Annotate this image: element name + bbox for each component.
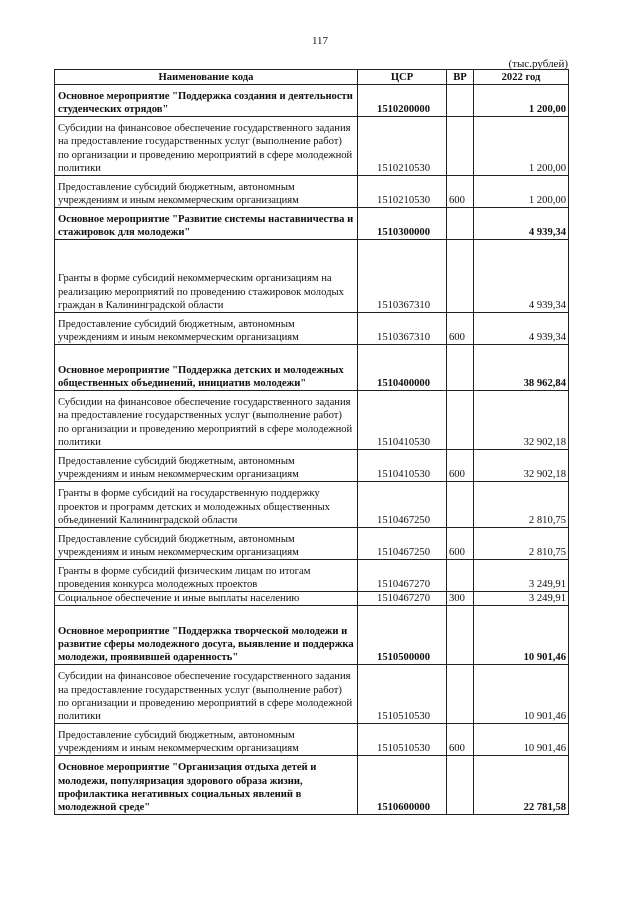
cell-vr: [447, 665, 474, 724]
cell-csr: 1510367310: [358, 313, 447, 345]
cell-csr: 1510300000: [358, 208, 447, 240]
cell-name: Основное мероприятие "Развитие системы наставничества и стажировок для молодежи": [55, 208, 358, 240]
header-name: Наименование кода: [55, 70, 358, 85]
cell-csr: 1510400000: [358, 345, 447, 391]
cell-vr: [447, 606, 474, 665]
cell-vr: 600: [447, 313, 474, 345]
header-csr: ЦСР: [358, 70, 447, 85]
page-number: 117: [311, 35, 329, 47]
cell-csr: 1510210530: [358, 176, 447, 208]
table-row: [55, 208, 569, 240]
cell-amount: 2 810,75: [474, 528, 569, 560]
cell-vr: 600: [447, 528, 474, 560]
table-row: [55, 528, 569, 560]
cell-name: Предоставление субсидий бюджетным, автономным учреждениям и иным некоммерческим организациям: [55, 176, 358, 208]
cell-name: Субсидии на финансовое обеспечение государственного задания на предоставление государственных услуг (выполнение работ) по организации и проведению мероприятий в сфере молодежной политики: [55, 665, 358, 724]
cell-amount: 3 249,91: [474, 560, 569, 592]
cell-vr: 600: [447, 176, 474, 208]
cell-amount: 4 939,34: [474, 313, 569, 345]
cell-csr: 1510510530: [358, 724, 447, 756]
cell-vr: [447, 208, 474, 240]
table-row: [55, 665, 569, 724]
cell-vr: [447, 482, 474, 528]
cell-vr: [447, 756, 474, 815]
cell-amount: 2 810,75: [474, 482, 569, 528]
table-row: [55, 240, 569, 313]
table-row: [55, 724, 569, 756]
header-vr: ВР: [447, 70, 474, 85]
cell-amount: 4 939,34: [474, 240, 569, 313]
cell-amount: 38 962,84: [474, 345, 569, 391]
cell-csr: 1510467250: [358, 482, 447, 528]
cell-name: Предоставление субсидий бюджетным, автономным учреждениям и иным некоммерческим организациям: [55, 450, 358, 482]
cell-name: Гранты в форме субсидий на государственную поддержку проектов и программ детских и молодежных общественных объединений Калининградской области: [55, 482, 358, 528]
cell-amount: 10 901,46: [474, 665, 569, 724]
cell-amount: 1 200,00: [474, 85, 569, 117]
cell-name: Основное мероприятие "Поддержка творческой молодежи и развитие сферы молодежного досуга, выявление и поддержка молодежи, проявившей одаренность": [55, 606, 358, 665]
cell-csr: 1510200000: [358, 85, 447, 117]
table-row: [55, 592, 569, 606]
table-row: [55, 560, 569, 592]
table-row: [55, 756, 569, 815]
cell-csr: 1510467250: [358, 528, 447, 560]
unit-label: (тыс.рублей): [508, 58, 568, 70]
cell-name: Субсидии на финансовое обеспечение государственного задания на предоставление государственных услуг (выполнение работ) по организации и проведению мероприятий в сфере молодежной политики: [55, 391, 358, 450]
cell-name: Основное мероприятие "Поддержка детских и молодежных общественных объединений, инициатив молодежи": [55, 345, 358, 391]
cell-csr: 1510467270: [358, 592, 447, 606]
table-row: [55, 345, 569, 391]
cell-name: Социальное обеспечение и иные выплаты населению: [55, 592, 358, 606]
cell-name: Основное мероприятие "Организация отдыха детей и молодежи, популяризация здорового образа жизни, профилактика негативных социальных явлений в молодежной среде": [55, 756, 358, 815]
header-year: 2022 год: [474, 70, 569, 85]
cell-csr: 1510600000: [358, 756, 447, 815]
cell-vr: [447, 560, 474, 592]
cell-csr: 1510410530: [358, 391, 447, 450]
cell-name: Предоставление субсидий бюджетным, автономным учреждениям и иным некоммерческим организациям: [55, 528, 358, 560]
cell-vr: [447, 85, 474, 117]
cell-vr: [447, 117, 474, 176]
cell-name: Предоставление субсидий бюджетным, автономным учреждениям и иным некоммерческим организациям: [55, 724, 358, 756]
cell-amount: 10 901,46: [474, 724, 569, 756]
cell-amount: 10 901,46: [474, 606, 569, 665]
cell-vr: 600: [447, 450, 474, 482]
cell-csr: 1510210530: [358, 117, 447, 176]
cell-amount: 1 200,00: [474, 176, 569, 208]
cell-vr: 600: [447, 724, 474, 756]
table-row: [55, 606, 569, 665]
cell-csr: 1510500000: [358, 606, 447, 665]
cell-amount: 32 902,18: [474, 450, 569, 482]
table-row: [55, 450, 569, 482]
table-row: [55, 176, 569, 208]
cell-name: Субсидии на финансовое обеспечение государственного задания на предоставление государственных услуг (выполнение работ) по организации и проведению мероприятий в сфере молодежной политики: [55, 117, 358, 176]
cell-csr: 1510467270: [358, 560, 447, 592]
cell-amount: 32 902,18: [474, 391, 569, 450]
cell-csr: 1510410530: [358, 450, 447, 482]
cell-vr: [447, 391, 474, 450]
cell-csr: 1510510530: [358, 665, 447, 724]
cell-name: Предоставление субсидий бюджетным, автономным учреждениям и иным некоммерческим организациям: [55, 313, 358, 345]
cell-vr: [447, 345, 474, 391]
cell-amount: 4 939,34: [474, 208, 569, 240]
cell-amount: 3 249,91: [474, 592, 569, 606]
cell-name: Основное мероприятие "Поддержка создания и деятельности студенческих отрядов": [55, 85, 358, 117]
table-row: [55, 313, 569, 345]
table-row: [55, 391, 569, 450]
table-header-row: [55, 70, 569, 85]
cell-vr: [447, 240, 474, 313]
table-row: [55, 85, 569, 117]
cell-name: Гранты в форме субсидий физическим лицам по итогам проведения конкурса молодежных проектов: [55, 560, 358, 592]
table-row: [55, 482, 569, 528]
cell-amount: 1 200,00: [474, 117, 569, 176]
budget-table: [54, 69, 569, 815]
cell-amount: 22 781,58: [474, 756, 569, 815]
cell-vr: 300: [447, 592, 474, 606]
cell-name: Гранты в форме субсидий некоммерческим организациям на реализацию мероприятий по проведению стажировок молодых граждан в Калининградской области: [55, 240, 358, 313]
table-row: [55, 117, 569, 176]
cell-csr: 1510367310: [358, 240, 447, 313]
